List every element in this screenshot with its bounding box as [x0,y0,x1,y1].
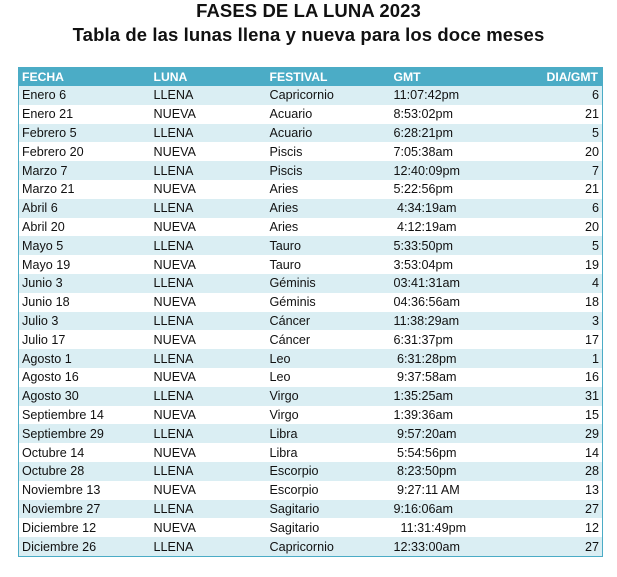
table-row [19,500,603,519]
cell-gmt: 5:33:50pm [391,236,511,255]
table-row [19,368,603,387]
cell-festival: Leo [267,368,391,387]
cell-luna: NUEVA [151,406,267,425]
cell-gmt: 04:36:56am [391,293,511,312]
cell-fecha: Marzo 21 [19,180,151,199]
cell-luna: NUEVA [151,481,267,500]
table-row [19,86,603,105]
cell-gmt: 11:38:29am [391,312,511,331]
table-row [19,518,603,537]
cell-dia-gmt: 17 [511,330,603,349]
table-row [19,199,603,218]
cell-festival: Géminis [267,274,391,293]
cell-dia-gmt: 29 [511,424,603,443]
cell-festival: Escorpio [267,481,391,500]
cell-luna: LLENA [151,312,267,331]
table-row [19,481,603,500]
cell-festival: Capricornio [267,86,391,105]
table-row [19,424,603,443]
cell-dia-gmt: 4 [511,274,603,293]
cell-fecha: Octubre 28 [19,462,151,481]
table-row [19,312,603,331]
cell-fecha: Diciembre 26 [19,537,151,556]
table-row [19,218,603,237]
cell-fecha: Julio 3 [19,312,151,331]
table-body [19,86,603,556]
cell-fecha: Agosto 1 [19,349,151,368]
cell-luna: LLENA [151,537,267,556]
cell-fecha: Diciembre 12 [19,518,151,537]
cell-gmt: 8:53:02pm [391,105,511,124]
cell-fecha: Mayo 5 [19,236,151,255]
cell-festival: Acuario [267,105,391,124]
cell-festival: Aries [267,218,391,237]
cell-dia-gmt: 20 [511,142,603,161]
table-row [19,387,603,406]
cell-luna: LLENA [151,349,267,368]
cell-dia-gmt: 1 [511,349,603,368]
cell-festival: Aries [267,199,391,218]
column-header-fecha: FECHA [19,68,151,87]
cell-gmt: 9:16:06am [391,500,511,519]
cell-luna: NUEVA [151,180,267,199]
cell-festival: Aries [267,180,391,199]
cell-luna: LLENA [151,387,267,406]
table-row [19,274,603,293]
cell-luna: NUEVA [151,330,267,349]
cell-fecha: Marzo 7 [19,161,151,180]
cell-luna: LLENA [151,500,267,519]
table-row [19,124,603,143]
cell-gmt: 9:27:11 AM [391,481,511,500]
cell-luna: LLENA [151,124,267,143]
cell-dia-gmt: 3 [511,312,603,331]
cell-festival: Piscis [267,161,391,180]
cell-luna: NUEVA [151,443,267,462]
cell-dia-gmt: 21 [511,105,603,124]
cell-gmt: 11:07:42pm [391,86,511,105]
column-header-luna: LUNA [151,68,267,87]
cell-dia-gmt: 6 [511,199,603,218]
cell-gmt: 6:28:21pm [391,124,511,143]
cell-gmt: 12:40:09pm [391,161,511,180]
cell-gmt: 5:54:56pm [391,443,511,462]
table-row [19,255,603,274]
cell-luna: NUEVA [151,218,267,237]
table-row [19,105,603,124]
cell-gmt: 7:05:38am [391,142,511,161]
cell-gmt: 4:34:19am [391,199,511,218]
cell-luna: NUEVA [151,142,267,161]
table-row [19,142,603,161]
table-row [19,180,603,199]
cell-fecha: Abril 6 [19,199,151,218]
cell-festival: Tauro [267,255,391,274]
cell-dia-gmt: 5 [511,236,603,255]
cell-luna: LLENA [151,462,267,481]
cell-gmt: 3:53:04pm [391,255,511,274]
cell-luna: NUEVA [151,368,267,387]
cell-fecha: Abril 20 [19,218,151,237]
cell-fecha: Septiembre 14 [19,406,151,425]
cell-festival: Sagitario [267,518,391,537]
cell-dia-gmt: 31 [511,387,603,406]
cell-dia-gmt: 16 [511,368,603,387]
cell-fecha: Junio 3 [19,274,151,293]
cell-luna: LLENA [151,424,267,443]
cell-dia-gmt: 27 [511,537,603,556]
cell-gmt: 1:39:36am [391,406,511,425]
column-header-dia-gmt: DIA/GMT [511,68,603,87]
cell-fecha: Enero 21 [19,105,151,124]
cell-festival: Cáncer [267,330,391,349]
cell-fecha: Febrero 5 [19,124,151,143]
page-title: FASES DE LA LUNA 2023 [196,0,421,21]
cell-dia-gmt: 14 [511,443,603,462]
cell-fecha: Junio 18 [19,293,151,312]
cell-fecha: Septiembre 29 [19,424,151,443]
cell-gmt: 6:31:28pm [391,349,511,368]
cell-dia-gmt: 6 [511,86,603,105]
cell-gmt: 4:12:19am [391,218,511,237]
table-row [19,161,603,180]
cell-dia-gmt: 13 [511,481,603,500]
table-row [19,406,603,425]
cell-festival: Acuario [267,124,391,143]
cell-dia-gmt: 15 [511,406,603,425]
cell-gmt: 11:31:49pm [391,518,511,537]
table-row [19,236,603,255]
cell-gmt: 9:37:58am [391,368,511,387]
cell-luna: LLENA [151,236,267,255]
cell-festival: Libra [267,443,391,462]
cell-gmt: 5:22:56pm [391,180,511,199]
table-row [19,293,603,312]
cell-luna: NUEVA [151,518,267,537]
cell-festival: Tauro [267,236,391,255]
cell-dia-gmt: 12 [511,518,603,537]
table-row [19,330,603,349]
cell-fecha: Mayo 19 [19,255,151,274]
cell-dia-gmt: 7 [511,161,603,180]
cell-gmt: 6:31:37pm [391,330,511,349]
cell-gmt: 9:57:20am [391,424,511,443]
cell-dia-gmt: 20 [511,218,603,237]
cell-festival: Virgo [267,387,391,406]
cell-luna: LLENA [151,86,267,105]
cell-gmt: 12:33:00am [391,537,511,556]
cell-dia-gmt: 28 [511,462,603,481]
page-subtitle: Tabla de las lunas llena y nueva para los doce meses [72,24,545,45]
table-header-row [19,68,603,87]
cell-luna: LLENA [151,161,267,180]
cell-gmt: 03:41:31am [391,274,511,293]
cell-gmt: 1:35:25am [391,387,511,406]
cell-fecha: Enero 6 [19,86,151,105]
cell-festival: Cáncer [267,312,391,331]
column-header-gmt: GMT [391,68,511,87]
cell-festival: Géminis [267,293,391,312]
cell-fecha: Agosto 16 [19,368,151,387]
cell-dia-gmt: 21 [511,180,603,199]
cell-fecha: Julio 17 [19,330,151,349]
cell-luna: LLENA [151,199,267,218]
cell-dia-gmt: 18 [511,293,603,312]
table-row [19,443,603,462]
cell-dia-gmt: 5 [511,124,603,143]
table-row [19,537,603,556]
cell-festival: Capricornio [267,537,391,556]
cell-festival: Libra [267,424,391,443]
cell-luna: NUEVA [151,293,267,312]
cell-luna: NUEVA [151,105,267,124]
table-row [19,349,603,368]
table-row [19,462,603,481]
column-header-festival: FESTIVAL [267,68,391,87]
cell-luna: LLENA [151,274,267,293]
cell-dia-gmt: 27 [511,500,603,519]
cell-gmt: 8:23:50pm [391,462,511,481]
cell-festival: Piscis [267,142,391,161]
cell-fecha: Agosto 30 [19,387,151,406]
cell-luna: NUEVA [151,255,267,274]
cell-festival: Virgo [267,406,391,425]
cell-fecha: Noviembre 13 [19,481,151,500]
cell-festival: Sagitario [267,500,391,519]
cell-fecha: Octubre 14 [19,443,151,462]
cell-fecha: Noviembre 27 [19,500,151,519]
cell-fecha: Febrero 20 [19,142,151,161]
cell-festival: Leo [267,349,391,368]
cell-dia-gmt: 19 [511,255,603,274]
cell-festival: Escorpio [267,462,391,481]
moon-phases-table [18,67,603,557]
